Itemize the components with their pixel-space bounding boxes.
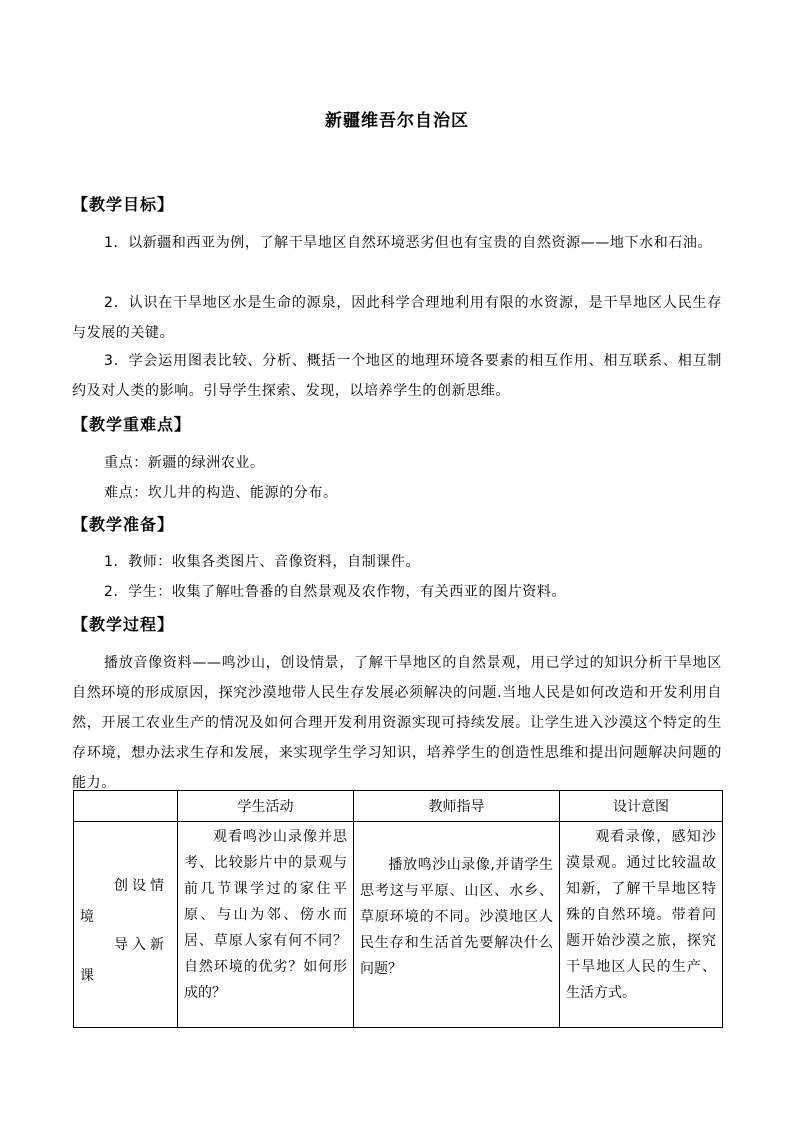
table-header-row	[74, 791, 723, 822]
design-intent-cell	[560, 822, 723, 1028]
teacher-guidance-cell	[354, 822, 560, 1028]
page-title: 新疆维吾尔自治区	[325, 111, 469, 131]
stage-label-line-4: 课	[80, 968, 98, 984]
table-header-cell-stage	[74, 791, 178, 822]
section-heading-key-points: 【教学重难点】	[72, 415, 192, 434]
table-header-cell-student: 学生活动	[178, 791, 354, 822]
student-activity-text: 观看鸣沙山录像并思考、比较影片中的景观与前几节课学过的家住平原、与山为邻、傍水而居、草原人家有何不同？自然环境的优劣？如何形成的？	[184, 829, 347, 1001]
stage-label-line-1: 创设情	[114, 878, 168, 894]
section-heading-goals: 【教学目标】	[72, 195, 175, 214]
process-table	[73, 790, 723, 1028]
goal-item-2: 2．认识在干旱地区水是生命的源泉，因此科学合理地利用有限的水资源，是干旱地区人民生存与发展的关键。	[72, 295, 722, 341]
goal-item-1: 1．以新疆和西亚为例，了解干旱地区自然环境恶劣但也有宝贵的自然资源——地下水和石油。	[104, 235, 713, 251]
design-intent-text: 观看录像，感知沙漠景观。通过比较温故知新，了解干旱地区特殊的自然环境。带着问题开始沙漠之旅，探究干旱地区人民的生产、生活方式。	[566, 829, 716, 1001]
stage-cell	[74, 822, 178, 1028]
key-point: 重点：新疆的绿洲农业。	[104, 455, 265, 471]
stage-label-line-2: 境	[80, 909, 98, 925]
goal-item-3: 3．学会运用图表比较、分析、概括一个地区的地理环境各要素的相互作用、相互联系、相互制约及对人类的影响。引导学生探索、发现，以培养学生的创新思维。	[72, 353, 722, 399]
table-header-cell-teacher: 教师指导	[354, 791, 560, 822]
process-intro: 播放音像资料——鸣沙山，创设情景，了解干旱地区的自然景观，用已学过的知识分析干旱地区自然环境的形成原因，探究沙漠地带人民生存发展必须解决的问题.当地人民是如何改造和开发利用自然，开展工农业生产的情况及如何合理开发利用资源实现可持续发展。让学生进入沙漠这个特定的生存环境，想办法求生存和发展，来实现学生学习知识，培养学生的创造性思维和提出问题解决问题的能力。	[72, 655, 722, 791]
preparation-item-1: 1．教师：收集各类图片、音像资料，自制课件。	[104, 554, 421, 570]
student-activity-cell	[178, 822, 354, 1028]
section-heading-process: 【教学过程】	[72, 615, 175, 634]
table-row	[74, 822, 723, 1028]
stage-label-line-3: 导入新	[114, 937, 168, 953]
teacher-guidance-text: 播放鸣沙山录像,并请学生思考这与平原、山区、水乡、草原环境的不同。沙漠地区人民生存和生活首先要解决什么问题？	[360, 857, 553, 977]
difficult-point: 难点：坎儿井的构造、能源的分布。	[104, 485, 338, 501]
section-heading-preparation: 【教学准备】	[72, 515, 175, 534]
preparation-item-2: 2．学生：收集了解吐鲁番的自然景观及农作物，有关西亚的图片资料。	[104, 584, 567, 600]
table-header-cell-intent: 设计意图	[560, 791, 723, 822]
